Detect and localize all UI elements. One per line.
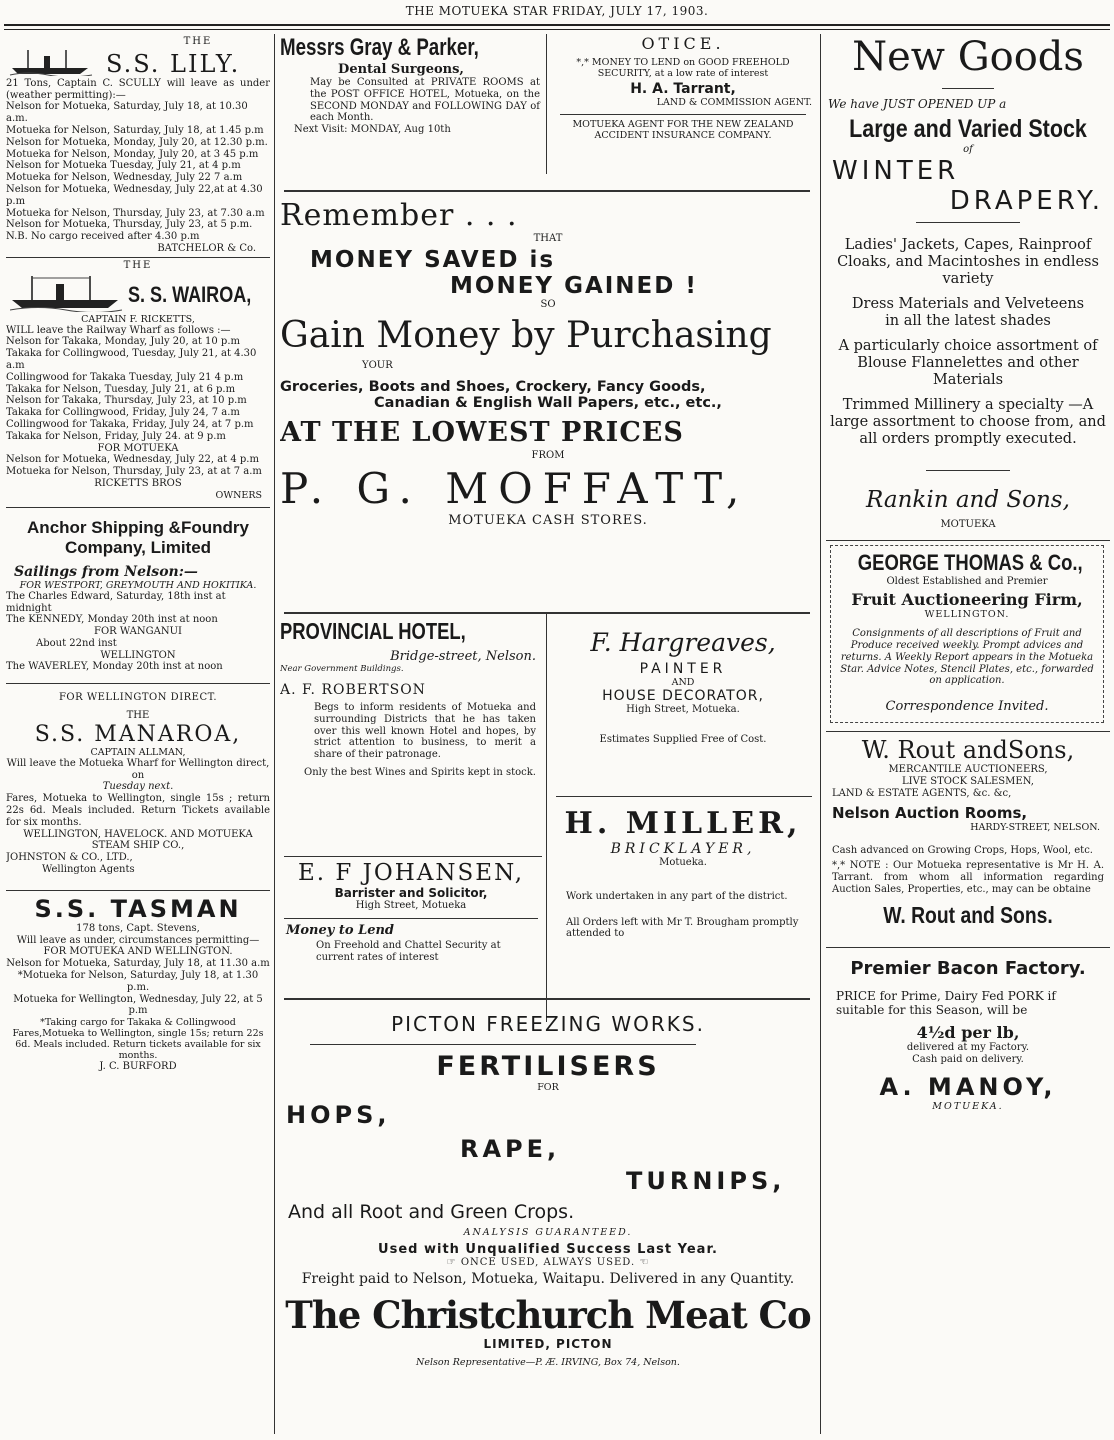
bacon-name: Premier Bacon Factory. xyxy=(850,957,1086,979)
anchor-subtitle: Company, Limited xyxy=(64,537,212,557)
tasman-body: Will leave as under, circumstances permitting— xyxy=(16,934,260,946)
picton-limited: LIMITED, PICTON xyxy=(483,1336,613,1351)
lily-ad xyxy=(6,36,270,255)
miller-body: Work undertaken in any part of the district. xyxy=(566,890,788,902)
tasman-agent: J. C. BURFORD xyxy=(99,1061,177,1073)
newgoods-item: A particularly choice assortment of Blouse Flannelettes and other Materials xyxy=(838,337,1098,388)
steamship-icon xyxy=(10,274,122,312)
wairoa-the: THE xyxy=(123,259,153,271)
manaroa-name: S.S. MANAROA, xyxy=(34,721,242,747)
rout-body: *,* NOTE : Our Motueka representative is Mr H. A. Tarrant. from whom all information regarding Auction Sales, Properties, etc., may can be obtaine xyxy=(832,860,1104,895)
newgoods-drapery: DRAPERY. xyxy=(949,185,1104,216)
wairoa-owners-label: OWNERS xyxy=(215,489,262,501)
newgoods-winter: WINTER xyxy=(832,155,960,186)
picton-rape: RAPE, xyxy=(460,1135,561,1163)
lily-sailings xyxy=(6,101,270,231)
picton-company: The Christchurch Meat Co xyxy=(285,1292,811,1337)
picton-rep: Nelson Representative—P. Æ. IRVING, Box 74, Nelson. xyxy=(416,1356,680,1368)
rout-line: LIVE STOCK SALESMEN, xyxy=(901,775,1034,787)
johansen-ad xyxy=(280,860,542,963)
column-rule-1 xyxy=(274,34,275,1434)
steamship-icon xyxy=(8,48,94,76)
divider xyxy=(6,890,270,891)
column-left xyxy=(6,36,270,1436)
tasman-for: FOR MOTUEKA AND WELLINGTON. xyxy=(43,946,233,958)
lily-sailing: Nelson for Motueka, Thursday, July 23, at 5 p.m. xyxy=(6,219,253,231)
hargreaves-estimates: Estimates Supplied Free of Cost. xyxy=(599,733,767,745)
rout-rooms: Nelson Auction Rooms, xyxy=(832,803,1028,822)
wairoa-sailing: Collingwood for Takaka Tuesday, July 21 4 p.m xyxy=(6,371,244,383)
moffatt-saved: MONEY SAVED is xyxy=(310,246,556,273)
divider xyxy=(556,796,812,797)
anchor-about: About 22nd inst xyxy=(36,637,117,649)
newgoods-opened: We have JUST OPENED UP a xyxy=(828,97,1007,111)
lily-sailing: Motueka for Nelson, Monday, July 20, at 3 45 p.m xyxy=(6,148,259,160)
thomas-firm: Fruit Auctioneering Firm, xyxy=(851,590,1083,610)
tasman-note: *Taking cargo for Takaka & Collingwood Fares,Motueka to Wellington, single 15s; return 22s 6d. Meals included. Return tickets available for six months. xyxy=(12,1017,264,1062)
tasman-name: S.S. TASMAN xyxy=(34,894,242,923)
provincial-wines: Only the best Wines and Spirits kept in stock. xyxy=(304,766,536,778)
section-rule xyxy=(284,190,810,192)
wairoa-sailing: Takaka for Nelson, Friday, July 24. at 9 p.m xyxy=(6,430,226,442)
lily-note: N.B. No cargo received after 4.30 p.m xyxy=(6,231,200,243)
wairoa-owners: RICKETTS BROS xyxy=(94,477,182,489)
rout-line: LAND & ESTATE AGENTS, &c. &c, xyxy=(832,787,1012,799)
thomas-town: WELLINGTON. xyxy=(924,609,1010,621)
lily-name: S.S. LILY. xyxy=(106,49,241,78)
miller-name: H. MILLER, xyxy=(564,806,802,841)
picton-analysis: ANALYSIS GUARANTEED. xyxy=(463,1227,633,1238)
lily-the: THE xyxy=(183,36,213,47)
pointing-hand-icon: ☜ xyxy=(639,1257,650,1268)
moffatt-goods: Groceries, Boots and Shoes, Crockery, Fancy Goods, xyxy=(280,379,706,396)
notice-name: H. A. Tarrant, xyxy=(630,81,736,97)
hargreaves-ad xyxy=(552,628,814,746)
notice-role: LAND & COMMISSION AGENT. xyxy=(656,97,812,108)
tasman-line: Motueka for Wellington, Wednesday, July 22, at 5 p.m xyxy=(13,993,263,1017)
manaroa-agents-label: Wellington Agents xyxy=(42,864,135,876)
picton-ad xyxy=(280,1012,816,1368)
gray-next: Next Visit: MONDAY, Aug 10th xyxy=(294,124,451,136)
newgoods-firm: Rankin and Sons, xyxy=(866,486,1070,513)
hargreaves-decorator: HOUSE DECORATOR, xyxy=(602,688,764,704)
thomas-ad xyxy=(830,545,1104,723)
gray-body: May be Consulted at PRIVATE ROOMS at the POST OFFICE HOTEL, Motueka, on the SECOND MONDAY and FOLLOWING DAY of each Month. xyxy=(310,77,540,124)
moffatt-from: FROM xyxy=(531,450,565,462)
wairoa-sailing: Takaka for Collingwood, Friday, July 24, 7 a.m xyxy=(6,407,240,419)
divider xyxy=(826,540,1110,541)
wairoa-ad xyxy=(6,260,270,501)
wairoa-for-motueka: FOR MOTUEKA xyxy=(97,442,179,454)
anchor-line: The KENNEDY, Monday 20th inst at noon xyxy=(6,614,218,626)
lily-sailing: Motueka for Nelson, Wednesday, July 22 7 a.m xyxy=(6,172,243,184)
rout-sign: W. Rout and Sons. xyxy=(883,901,1053,928)
anchor-ad xyxy=(6,518,270,674)
picton-turnips: TURNIPS, xyxy=(626,1167,786,1195)
divider xyxy=(560,114,806,115)
divider xyxy=(926,470,1010,471)
bacon-town: MOTUEKA. xyxy=(932,1101,1004,1113)
johansen-street: High Street, Motueka xyxy=(355,900,467,911)
lily-sailing: Nelson for Motueka, Saturday, July 18, at 10.30 a.m. xyxy=(6,101,248,125)
picton-for: FOR xyxy=(537,1082,559,1093)
masthead-rule xyxy=(4,24,1110,26)
column-rule-inner xyxy=(546,34,547,174)
wairoa-sailing: Nelson for Takaka, Monday, July 20, at 10 p.m xyxy=(6,336,240,348)
section-rule xyxy=(284,998,810,1000)
lily-intro: 21 Tons, Captain C. SCULLY will leave as under (weather permitting):— xyxy=(6,77,270,101)
miller-role: BRICKLAYER, xyxy=(610,841,756,857)
wairoa-sailing: Nelson for Motueka, Wednesday, July 22, at 4 p.m xyxy=(6,454,259,466)
moffatt-gained: MONEY GAINED ! xyxy=(450,272,698,299)
provincial-street: Bridge-street, Nelson. xyxy=(390,649,536,664)
newgoods-item: Dress Materials and Velveteens in all the latest shades xyxy=(851,295,1085,329)
masthead-rule-thin xyxy=(4,29,1110,30)
anchor-line: The Charles Edward, Saturday, 18th inst at midnight xyxy=(6,590,226,614)
masthead: THE MOTUEKA STAR FRIDAY, JULY 17, 1903. xyxy=(405,4,709,18)
gray-title: Dental Surgeons, xyxy=(338,62,464,77)
johansen-money: Money to Lend xyxy=(286,922,395,938)
manaroa-day: Tuesday next. xyxy=(102,781,174,793)
wairoa-sailing: Nelson for Takaka, Thursday, July 23, at 10 p.m xyxy=(6,395,247,407)
manaroa-fares: Fares, Motueka to Wellington, single 15s ; return 22s 6d. Meals included. Return Tickets available for six months. xyxy=(6,793,270,828)
manaroa-ad xyxy=(6,692,270,876)
manaroa-company: WELLINGTON, HAVELOCK. AND MOTUEKA STEAM SHIP CO., xyxy=(23,828,253,852)
thomas-corr: Correspondence Invited. xyxy=(885,699,1049,715)
johansen-body: On Freehold and Chattel Security at current rates of interest xyxy=(316,939,501,963)
moffatt-your: YOUR xyxy=(362,359,393,371)
pointing-hand-icon: ☞ xyxy=(446,1257,457,1268)
column-rule-2 xyxy=(820,34,821,1434)
lily-sailing: Nelson for Motueka, Monday, July 20, at 12.30 p.m. xyxy=(6,136,268,148)
moffatt-name: P. G. MOFFATT, xyxy=(280,464,750,514)
thomas-body: Consignments of all descriptions of Fruit and Produce received weekly. Prompt advices and returns. A Weekly Report appears in the Motueka Star. Advice Notes, Stencil Plates, etc., forwarded on application. xyxy=(840,628,1094,687)
miller-town: Motueka. xyxy=(659,857,707,868)
notice-agency: MOTUEKA AGENT FOR THE NEW ZEALAND ACCIDENT INSURANCE COMPANY. xyxy=(572,119,794,141)
picton-once xyxy=(280,1257,816,1269)
anchor-line: The WAVERLEY, Monday 20th inst at noon xyxy=(6,661,223,673)
wairoa-sailings xyxy=(6,336,270,442)
picton-fert: FERTILISERS xyxy=(436,1051,660,1082)
divider xyxy=(916,222,1020,223)
johansen-name: E. F JOHANSEN, xyxy=(297,860,525,886)
column-middle xyxy=(280,34,816,1438)
moffatt-so: SO xyxy=(540,298,556,310)
miller-body: All Orders left with Mr T. Brougham promptly attended to xyxy=(566,916,799,940)
anchor-for-wellington: WELLINGTON xyxy=(100,649,176,661)
rout-line: MERCANTILE AUCTIONEERS, xyxy=(888,764,1048,776)
moffatt-lowest: AT THE LOWEST PRICES xyxy=(280,417,684,449)
tasman-line: Nelson for Motueka, Saturday, July 18, at 11.30 a.m xyxy=(6,958,270,970)
provincial-near: Near Government Buildings. xyxy=(280,664,404,674)
moffatt-gain: Gain Money by Purchasing xyxy=(280,314,772,356)
manaroa-the: THE xyxy=(126,710,150,722)
wairoa-captain: CAPTAIN F. RICKETTS, xyxy=(81,313,195,325)
picton-hops: HOPS, xyxy=(286,1101,391,1129)
provincial-owner: A. F. ROBERTSON xyxy=(280,682,426,698)
moffatt-remember: Remember . . . xyxy=(280,198,518,233)
wairoa-sailing: Takaka for Collingwood, Tuesday, July 21, at 4.30 a.m xyxy=(6,348,257,371)
divider xyxy=(284,918,538,919)
rout-body: Cash advanced on Growing Crops, Hops, Wool, etc. xyxy=(832,844,1093,856)
anchor-title: Anchor Shipping &Foundry xyxy=(27,517,249,537)
bacon-cash: Cash paid on delivery. xyxy=(912,1053,1024,1065)
newgoods-ad xyxy=(826,34,1110,530)
bacon-body: PRICE for Prime, Dairy Fed PORK if suitable for this Season, will be xyxy=(836,988,1056,1017)
moffatt-store: MOTUEKA CASH STORES. xyxy=(448,513,648,529)
rout-ad xyxy=(826,736,1110,929)
wairoa-intro: WILL leave the Railway Wharf as follows :— xyxy=(6,324,231,336)
notice-ad xyxy=(552,34,814,141)
newgoods-item: Trimmed Millinery a specialty —A large assortment to choose from, and all orders promptly executed. xyxy=(830,396,1106,447)
gray-ad xyxy=(280,34,542,136)
lily-sailing: Motueka for Nelson, Saturday, July 18, at 1.45 p.m xyxy=(6,124,264,136)
moffatt-ad xyxy=(280,198,816,528)
thomas-name: GEORGE THOMAS & Co., xyxy=(857,550,1083,576)
tasman-tons: 178 tons, Capt. Stevens, xyxy=(76,922,200,934)
picton-used: Used with Unqualified Success Last Year. xyxy=(378,1242,718,1257)
thomas-est: Oldest Established and Premier xyxy=(886,576,1048,588)
anchor-routes: FOR WESTPORT, GREYMOUTH AND HOKITIKA. xyxy=(19,579,257,591)
newgoods-of: of xyxy=(963,143,973,155)
divider xyxy=(826,731,1110,732)
notice-title: OTICE. xyxy=(641,34,725,53)
manaroa-captain: CAPTAIN ALLMAN, xyxy=(90,746,186,758)
rout-name: W. Rout andSons, xyxy=(861,736,1075,765)
lily-sailing: Nelson for Motueka Tuesday, July 21, at 4 p.m xyxy=(6,160,241,172)
hargreaves-painter: PAINTER xyxy=(639,661,727,677)
picton-once-text: ONCE USED, ALWAYS USED. xyxy=(460,1257,636,1268)
provincial-ad xyxy=(280,618,542,779)
newgoods-stock: Large and Varied Stock xyxy=(849,114,1087,143)
notice-body: *,* MONEY TO LEND on GOOD FREEHOLD SECURITY, at a low rate of interest xyxy=(576,57,790,79)
manaroa-direct: FOR WELLINGTON DIRECT. xyxy=(58,692,218,704)
johansen-role: Barrister and Solicitor, xyxy=(334,886,488,900)
picton-roots: And all Root and Green Crops. xyxy=(288,1201,575,1223)
divider xyxy=(826,947,1110,948)
bacon-price: 4½d per lb, xyxy=(916,1022,1020,1042)
moffatt-goods: Canadian & English Wall Papers, etc., etc., xyxy=(374,395,722,412)
lily-agent: BATCHELOR & Co. xyxy=(157,242,256,254)
anchor-for-wanganui: FOR WANGANUI xyxy=(94,626,182,638)
anchor-sailings-head: Sailings from Nelson:— xyxy=(14,563,198,580)
lily-sailing: Nelson for Motueka, Wednesday, July 22,at at 4.30 p.m xyxy=(6,183,263,207)
picton-name: PICTON FREEZING WORKS. xyxy=(391,1012,705,1036)
section-rule xyxy=(284,612,810,614)
hargreaves-street: High Street, Motueka. xyxy=(626,704,740,715)
tasman-ad xyxy=(6,895,270,1073)
divider xyxy=(284,856,542,857)
provincial-body: Begs to inform residents of Motueka and surrounding Districts that he has taken over this well known Hotel and hopes, by strict attention to business, to merit a share of their patronage. xyxy=(314,702,536,761)
moffatt-that: THAT xyxy=(533,233,563,244)
gray-name: Messrs Gray & Parker, xyxy=(280,34,479,61)
newgoods-title: New Goods xyxy=(852,34,1084,80)
bacon-ad xyxy=(826,958,1110,1113)
wairoa-sailing: Takaka for Nelson, Tuesday, July 21, at 6 p.m xyxy=(6,383,236,395)
lily-sailing: Motueka for Nelson, Thursday, July 23, at 7.30 a.m xyxy=(6,207,265,219)
manaroa-body: Will leave the Motueka Wharf for Wellington direct, on xyxy=(6,757,270,781)
wairoa-sailing: Collingwood for Takaka, Friday, July 24, at 7 p.m xyxy=(6,418,254,430)
column-rule-inner xyxy=(546,614,547,1022)
hargreaves-name: F. Hargreaves, xyxy=(590,628,776,657)
miller-ad xyxy=(552,806,814,940)
provincial-name: PROVINCIAL HOTEL, xyxy=(280,618,466,644)
hargreaves-and: AND xyxy=(671,677,695,688)
divider xyxy=(942,88,994,89)
divider xyxy=(6,683,270,684)
wairoa-sailing: Motueka for Nelson, Thursday, July 23, at at 7 a.m xyxy=(6,466,262,478)
divider xyxy=(6,257,270,258)
newgoods-town: MOTUEKA xyxy=(940,518,996,530)
newgoods-item: Ladies' Jackets, Capes, Rainproof Cloaks, and Macintoshes in endless variety xyxy=(837,236,1099,287)
tasman-line: *Motueka for Nelson, Saturday, July 18, at 1.30 p.m. xyxy=(17,970,259,993)
bacon-deliver: delivered at my Factory. xyxy=(906,1041,1030,1053)
divider xyxy=(6,507,270,508)
bacon-owner: A. MANOY, xyxy=(879,1073,1057,1102)
picton-freight: Freight paid to Nelson, Motueka, Waitapu. Delivered in any Quantity. xyxy=(301,1270,795,1287)
column-right xyxy=(826,34,1110,1438)
manaroa-agents: JOHNSTON & CO., LTD., xyxy=(6,852,133,864)
divider xyxy=(310,1044,696,1045)
rout-street: HARDY-STREET, NELSON. xyxy=(970,821,1100,833)
wairoa-name: S. S. WAIROA, xyxy=(128,281,252,307)
